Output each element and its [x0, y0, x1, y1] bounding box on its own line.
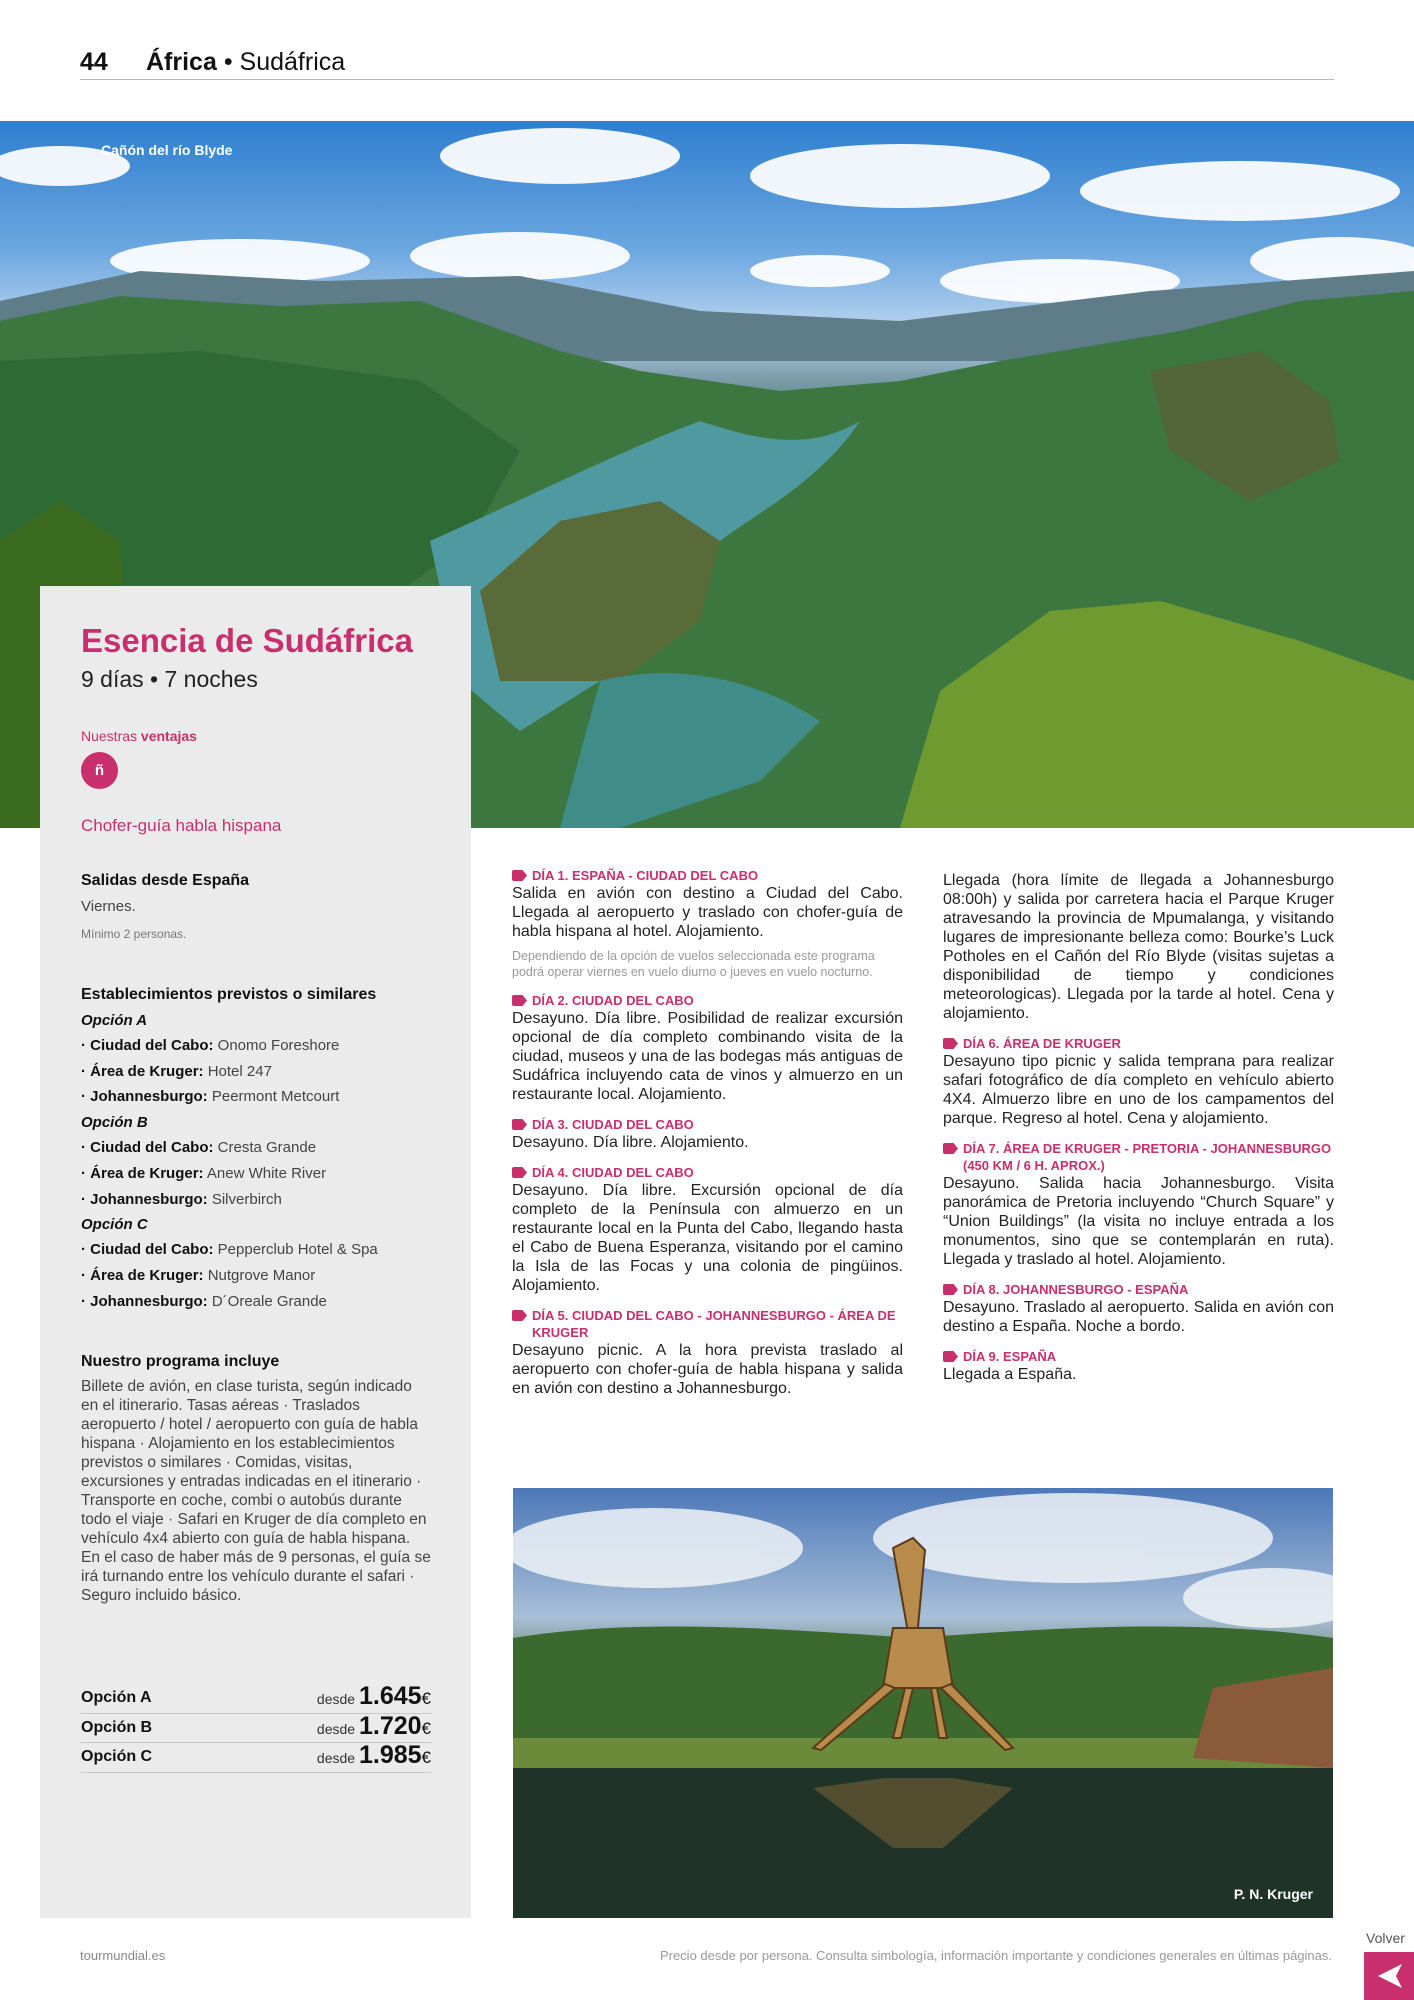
day-5-body: Desayuno picnic. A la hora prevista traslado al aeropuerto con chofer-guía de habla hispana y salida en avión con destino a Johannesburgo.	[512, 1342, 903, 1397]
day-3-body: Desayuno. Día libre. Alojamiento.	[512, 1134, 749, 1151]
hotel-item	[81, 1263, 431, 1289]
day-6-body: Desayuno tipo picnic y salida temprana para realizar safari fotográfico de día completo en vehículo abierto 4X4. Almuerzo libre en uno de los campamentos del parque. Regreso al hotel. Cena y alojamiento.	[943, 1053, 1334, 1127]
option-name: Opción C	[81, 1216, 148, 1234]
price-currency: €	[421, 1748, 431, 1767]
site-link[interactable]: tourmundial.es	[80, 1948, 166, 1963]
ventaja-text: Chofer-guía habla hispana	[81, 816, 282, 835]
day-9-body: Llegada a España.	[943, 1366, 1077, 1383]
hotel-place: · Área de Kruger:	[81, 1164, 204, 1182]
hotel-place: · Área de Kruger:	[81, 1266, 204, 1284]
price-option: Opción B	[81, 1718, 153, 1736]
price-amount: 1.720	[358, 1711, 422, 1740]
day-marker-icon	[943, 1284, 958, 1295]
day-marker-icon	[512, 995, 527, 1006]
option-name: Opción B	[81, 1114, 148, 1132]
hotel-name: Silverbirch	[211, 1190, 282, 1208]
hotel-item	[81, 1289, 431, 1315]
day-6-title: DÍA 6. ÁREA DE KRUGER	[943, 1035, 1334, 1052]
day-2-body: Desayuno. Día libre. Posibilidad de realizar excursión opcional de día completo combinando visita de la ciudad, museos y una de las bodegas más antiguas de Sudáfrica incluyendo cata de vinos y almuerzo en un restaurante local. Alojamiento.	[512, 1010, 903, 1103]
itinerary-column-1	[512, 867, 903, 1398]
price-option: Opción A	[81, 1689, 152, 1706]
day-5-title: DÍA 5. CIUDAD DEL CABO - JOHANNESBURGO - ÁREA DE KRUGER	[512, 1307, 903, 1341]
day-8-title: DÍA 8. JOHANNESBURGO - ESPAÑA	[943, 1281, 1334, 1298]
hotel-place: · Ciudad del Cabo:	[81, 1037, 214, 1054]
option-name: Opción A	[81, 1012, 148, 1029]
price-desde: desde	[316, 1691, 356, 1707]
price-amount: 1.645	[358, 1682, 422, 1710]
salidas-heading: Salidas desde España	[81, 872, 250, 889]
trip-title: Esencia de Sudáfrica	[81, 622, 413, 659]
hotel-item	[81, 1237, 431, 1263]
price-currency: €	[421, 1718, 431, 1738]
hotel-place: · Área de Kruger:	[81, 1062, 204, 1080]
back-button[interactable]	[1364, 1952, 1414, 2000]
day-7-body: Desayuno. Salida hacia Johannesburgo. Visita panorámica de Pretoria incluyendo “Church Square” y “Union Buildings” (la visita no incluye entrada a los monumentos, sino que se contemplarán en ruta). Llegada y traslado al hotel. Alojamiento.	[943, 1175, 1334, 1268]
day-marker-icon	[943, 1351, 958, 1362]
price-row	[81, 1684, 431, 1714]
hotel-place: · Johannesburgo:	[81, 1292, 208, 1310]
day-marker-icon	[512, 870, 527, 881]
breadcrumb-separator: •	[223, 48, 233, 76]
price-option: Opción C	[81, 1748, 153, 1765]
day-2-title: DÍA 2. CIUDAD DEL CABO	[512, 992, 903, 1009]
breadcrumb-country: Sudáfrica	[239, 48, 346, 76]
day-marker-icon	[943, 1143, 958, 1154]
day-8-body: Desayuno. Traslado al aeropuerto. Salida en avión con destino a España. Noche a bordo.	[943, 1299, 1334, 1335]
price-disclaimer: Precio desde por persona. Consulta simbología, información importante y condiciones generales en últimas páginas.	[659, 1948, 1332, 1963]
price-row	[81, 1743, 431, 1773]
day-marker-icon	[512, 1167, 527, 1178]
hotel-name: Peermont Metcourt	[211, 1088, 340, 1106]
kruger-giraffe-photo	[513, 1488, 1333, 1918]
day-9-title: DÍA 9. ESPAÑA	[943, 1348, 1334, 1365]
price-amount: 1.985	[358, 1741, 422, 1769]
price-desde: desde	[316, 1720, 356, 1737]
hotel-place: · Ciudad del Cabo:	[81, 1139, 214, 1157]
hotel-item	[81, 1187, 431, 1213]
hotel-item	[81, 1135, 431, 1161]
price-row	[81, 1711, 431, 1744]
minimo-personas: Mínimo 2 personas.	[81, 927, 187, 941]
back-arrow-icon	[1364, 1952, 1414, 2000]
hotel-item	[81, 1161, 431, 1187]
hotel-place: · Johannesburgo:	[81, 1088, 208, 1106]
ventajas-label	[81, 728, 431, 744]
day-1-title: DÍA 1. ESPAÑA - CIUDAD DEL CABO	[512, 867, 903, 884]
ventajas-prefix: Nuestras	[81, 728, 138, 744]
page-header	[80, 44, 1334, 80]
trip-duration: 9 días • 7 noches	[81, 666, 258, 692]
salidas-section	[81, 872, 431, 941]
badge-symbol: ñ	[94, 762, 105, 779]
hotel-place: · Johannesburgo:	[81, 1190, 208, 1208]
hotel-name: Nutgrove Manor	[207, 1266, 316, 1284]
trip-summary-panel	[40, 586, 471, 1918]
price-table	[81, 1684, 431, 1773]
incluye-heading: Nuestro programa incluye	[81, 1353, 280, 1370]
hotel-item	[81, 1084, 431, 1110]
hotel-name: D´Oreale Grande	[211, 1292, 327, 1310]
day-1-body: Salida en avión con destino a Ciudad del Cabo. Llegada al aeropuerto y traslado con chofer-guía de habla hispana al hotel. Alojamiento.	[512, 885, 903, 940]
salidas-day: Viernes.	[81, 898, 136, 915]
breadcrumb-region[interactable]: África	[146, 48, 217, 76]
establecimientos-section	[81, 986, 431, 1314]
page-number: 44	[80, 48, 108, 76]
ventajas-bold: ventajas	[140, 728, 197, 744]
hotel-name: Cresta Grande	[217, 1139, 317, 1157]
hotel-place: · Ciudad del Cabo:	[81, 1241, 214, 1259]
hotel-name: Onomo Foreshore	[217, 1037, 340, 1054]
establecimientos-heading: Establecimientos previstos o similares	[81, 986, 377, 1003]
giraffe-illustration	[513, 1488, 1333, 1918]
day-1-note: Dependiendo de la opción de vuelos seleccionada este programa podrá operar viernes en vuelo diurno o jueves en vuelo nocturno.	[512, 949, 875, 979]
price-desde: desde	[316, 1750, 356, 1766]
spanish-guide-icon	[81, 752, 118, 789]
hotel-name: Anew White River	[206, 1164, 327, 1182]
day-7-title: DÍA 7. ÁREA DE KRUGER - PRETORIA - JOHANNESBURGO (450 KM / 6 H. APROX.)	[943, 1140, 1334, 1174]
volver-label[interactable]: Volver	[1366, 1930, 1405, 1946]
day-marker-icon	[512, 1310, 527, 1321]
day-4-title: DÍA 4. CIUDAD DEL CABO	[512, 1164, 903, 1181]
day-4-body: Desayuno. Día libre. Excursión opcional de día completo de la Península con almuerzo en un restaurante local en la Punta del Cabo, llegando hasta el Cabo de Buena Esperanza, visitando por el camino la Isla de las Focas y una colonia de pingüinos. Alojamiento.	[512, 1182, 903, 1294]
day-3-title: DÍA 3. CIUDAD DEL CABO	[512, 1116, 903, 1133]
day-marker-icon	[943, 1038, 958, 1049]
hotel-name: Pepperclub Hotel & Spa	[217, 1241, 378, 1259]
hotel-item	[81, 1033, 431, 1059]
hero-caption: Cañón del río Blyde	[101, 142, 233, 158]
day-5-continued: Llegada (hora límite de llegada a Johannesburgo 08:00h) y salida por carretera hacia el Parque Kruger atravesando la provincia de Mpumalanga, y visitando lugares de impresionante belleza como: Bourke’s Luck Potholes en el Cañón del Río Blyde (visitas sujetas a disponibilidad de tiempo y condiciones meteorologicas). Llegada por la tarde al hotel. Cena y alojamiento.	[943, 872, 1334, 1022]
photo-caption: P. N. Kruger	[1233, 1886, 1313, 1902]
breadcrumb	[146, 48, 345, 77]
itinerary-column-2	[943, 871, 1334, 1384]
hotel-name: Hotel 247	[207, 1062, 272, 1080]
incluye-section	[81, 1353, 431, 1605]
hotel-item	[81, 1059, 431, 1085]
day-marker-icon	[512, 1119, 527, 1130]
price-currency: €	[421, 1689, 431, 1708]
incluye-text: Billete de avión, en clase turista, según indicado en el itinerario. Tasas aéreas · Traslados aeropuerto / hotel / aeropuerto con guía de habla hispana · Alojamiento en los establecimientos previstos o similares · Comidas, visitas, excursiones y entradas indicadas en el itinerario · Transporte en coche, combi o autobús durante todo el viaje · Safari en Kruger de día completo en vehículo 4x4 abierto con guía de habla hispana. En el caso de haber más de 9 personas, el guía se irá turnando entre los vehículo durante el safari · Seguro incluido básico.	[81, 1378, 431, 1604]
